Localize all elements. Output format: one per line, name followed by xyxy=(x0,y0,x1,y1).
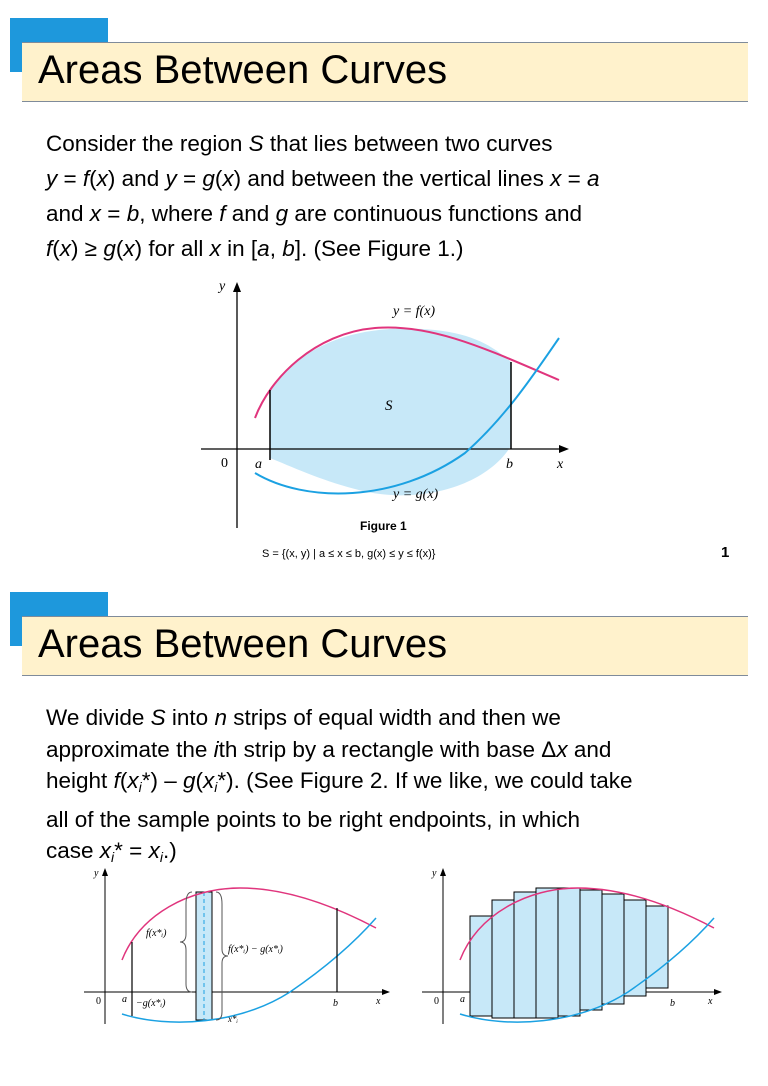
body-line-2: approximate the ith strip by a rectangle with base Δx and xyxy=(46,736,612,762)
page-number: 1 xyxy=(721,544,730,561)
x-axis-label: x xyxy=(557,457,564,472)
a-label: a xyxy=(255,457,262,472)
y-axis-arrow xyxy=(233,282,241,292)
body-line-3: and x = b, where f and g are continuous functions and xyxy=(46,201,583,226)
strip-1 xyxy=(470,916,492,1016)
slide-gap xyxy=(0,566,768,574)
x-axis-arrow xyxy=(382,989,390,995)
figure-2-right xyxy=(418,864,724,1024)
strip-4 xyxy=(536,888,558,1018)
y-axis-label: y xyxy=(432,868,437,879)
strip-3 xyxy=(514,892,536,1018)
slide-title: Areas Between Curves xyxy=(38,48,448,92)
a-label: a xyxy=(460,994,465,1005)
strip-2 xyxy=(492,900,514,1018)
b-label: b xyxy=(506,457,513,472)
body-line-2: y = f(x) and y = g(x) and between the vertical lines x = a xyxy=(46,166,600,191)
f-xi-label: f(x*ᵢ) xyxy=(146,928,167,939)
body-line-1: Consider the region S that lies between two curves xyxy=(46,131,553,156)
body-line-5: case $x_i* = x_i$.) xyxy=(46,838,177,865)
strip-9 xyxy=(646,906,668,988)
body-line-3: height $f(x_i*) - g(x_i*)$. (See Figure 2. If we like, we could take xyxy=(46,768,633,795)
figure-2-left xyxy=(80,864,392,1024)
origin-label: 0 xyxy=(221,456,228,471)
slide-body-text xyxy=(46,702,633,874)
y-axis-label: y xyxy=(94,868,99,879)
f-curve-label: y = f(x) xyxy=(393,304,436,319)
x-axis-arrow xyxy=(714,989,722,995)
x-axis-arrow xyxy=(559,445,569,453)
x-axis-label: x xyxy=(376,996,381,1007)
strip-6 xyxy=(580,890,602,1010)
set-notation: S = {(x, y) | a ≤ x ≤ b, g(x) ≤ y ≤ f(x)} xyxy=(262,548,436,560)
a-label: a xyxy=(122,994,127,1005)
figure-caption: Figure 1 xyxy=(360,519,407,533)
y-axis-arrow xyxy=(440,868,446,876)
b-label: b xyxy=(333,998,338,1009)
body-line-1: We divide S into n strips of equal width and then we xyxy=(46,705,561,730)
origin-label: 0 xyxy=(96,996,101,1007)
xi-label: x*ᵢ xyxy=(228,1014,238,1024)
g-xi-label: −g(x*ᵢ) xyxy=(136,998,166,1009)
slide-title: Areas Between Curves xyxy=(38,622,448,666)
brace-left xyxy=(180,892,192,992)
body-line-4: f(x) ≥ g(x) for all x in [a, b]. (See Figure 1.) xyxy=(46,236,464,261)
region-label: S xyxy=(385,398,393,414)
strip-5 xyxy=(558,888,580,1016)
strip-7 xyxy=(602,894,624,1004)
slide-2 xyxy=(0,574,768,1086)
slide-body-text xyxy=(46,126,600,266)
y-axis-arrow xyxy=(102,868,108,876)
rectangle-strips xyxy=(470,888,668,1018)
brace-right xyxy=(216,892,228,1020)
figure-1 xyxy=(195,278,575,530)
g-curve-label: y = g(x) xyxy=(393,487,439,502)
y-axis-label: y xyxy=(219,279,226,294)
b-label: b xyxy=(670,998,675,1009)
body-line-4: all of the sample points to be right endpoints, in which xyxy=(46,806,581,832)
x-axis-label: x xyxy=(708,996,713,1007)
origin-label: 0 xyxy=(434,996,439,1007)
diff-label: f(x*ᵢ) − g(x*ᵢ) xyxy=(228,944,283,955)
